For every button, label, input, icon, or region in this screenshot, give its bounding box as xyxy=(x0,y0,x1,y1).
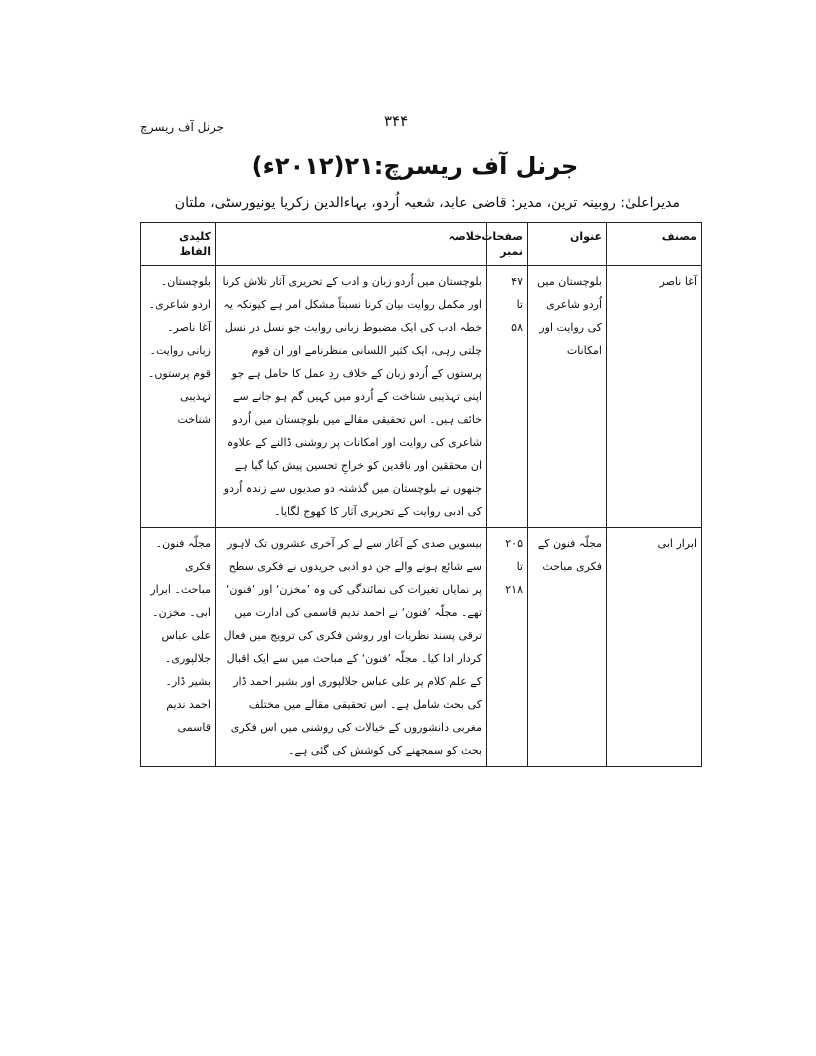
table-row xyxy=(141,266,702,528)
cell-keywords: مجلّہ فنون۔ فکری مباحث۔ ابرار ابی۔ مخزن۔ علی عباس جلالپوری۔ بشیر ڈار۔ احمد ندیم قاسمی xyxy=(141,528,216,767)
article-index-table xyxy=(140,222,702,767)
page-separator: تا xyxy=(516,298,523,311)
cell-pages xyxy=(487,528,528,767)
journal-title: جرنل آف ریسرچ:۲۱(۲۰۱۲ء) xyxy=(251,152,579,180)
header-title: عنوان xyxy=(528,223,607,266)
cell-author: آغا ناصر xyxy=(607,266,702,528)
cell-title: مجلّہ فنون کے فکری مباحث xyxy=(528,528,607,767)
page-separator: تا xyxy=(516,560,523,573)
cell-keywords: بلوچستان۔ اردو شاعری۔ آغا ناصر۔ زبانی روایت۔ قوم پرستوں۔ تہذیبی شناخت xyxy=(141,266,216,528)
page-end: ۲۱۸ xyxy=(505,583,523,596)
header-pages: صفحات نمبر xyxy=(487,223,528,266)
header-abstract: خلاصہ xyxy=(216,223,487,266)
cell-abstract: بیسویں صدی کے آغاز سے لے کر آخری عشروں تک لاہور سے شائع ہونے والے جن دو ادبی جریدوں نے فکری سطح پر نمایاں تغیرات کی نمائندگی کی وہ ’مخزن‘ اور ’فنون‘ تھے۔ مجلّہ ’فنون‘ نے احمد ندیم قاسمی کی ادارت میں ترقی پسند نظریات اور روشن فکری کی ترویج میں فعال کردار ادا کیا۔ مجلّہ ’فنون‘ کے مباحث میں سے ایک اقبال کے علم کلام پر علی عباس جلالپوری اور بشیر احمد ڈار کی بحث شامل ہے۔ اس تحقیقی مقالے میں مختلف مغربی دانشوروں کے خیالات کی روشنی میں اس فکری بحث کو سمجھنے کی کوشش کی گئی ہے۔ xyxy=(216,528,487,767)
cell-abstract: بلوچستان میں اُردو زبان و ادب کے تحریری آثار تلاش کرنا اور مکمل روایت بیان کرنا نسبتاً مشکل امر ہے کیونکہ یہ خطہ ادب کی ایک مضبوط زبانی روایت جو نسل در نسل چلتی رہی، ایک کثیر اللسانی منظرنامے اور ان قوم پرستوں کے اُردو زبان کے خلاف ردِ عمل کا حامل ہے جو اپنی تہذیبی شناخت کے اُردو میں کہیں گم ہو جانے سے خائف ہیں۔ اس تحقیقی مقالے میں بلوچستان میں اُردو شاعری کی روایت اور امکانات پر روشنی ڈالنے کے علاوہ ان محققین اور ناقدین کو خراجِ تحسین پیش کیا گیا ہے جنھوں نے بلوچستان میں گذشتہ دو صدیوں سے زندہ اُردو کی ادبی روایت کے تحریری آثار کا کھوج لگایا۔ xyxy=(216,266,487,528)
header-keywords: کلیدی الفاظ xyxy=(141,223,216,266)
header-author: مصنف xyxy=(607,223,702,266)
cell-author: ابرار ابی xyxy=(607,528,702,767)
page-end: ۵۸ xyxy=(511,321,523,334)
cell-title: بلوچستان میں اُردو شاعری کی روایت اور امکانات xyxy=(528,266,607,528)
page-start: ۲۰۵ xyxy=(505,537,523,550)
table-header-row xyxy=(141,223,702,266)
page-start: ۴۷ xyxy=(511,275,523,288)
editors-line: مدیراعلیٰ: روبینہ ترین، مدیر: قاضی عابد، شعبہ اُردو، بہاءالدین زکریا یونیورسٹی، ملتان xyxy=(174,195,680,211)
page-number: ۳۴۴ xyxy=(384,112,409,130)
running-head: جرنل آف ریسرچ xyxy=(140,120,225,134)
cell-pages xyxy=(487,266,528,528)
table-row xyxy=(141,528,702,767)
